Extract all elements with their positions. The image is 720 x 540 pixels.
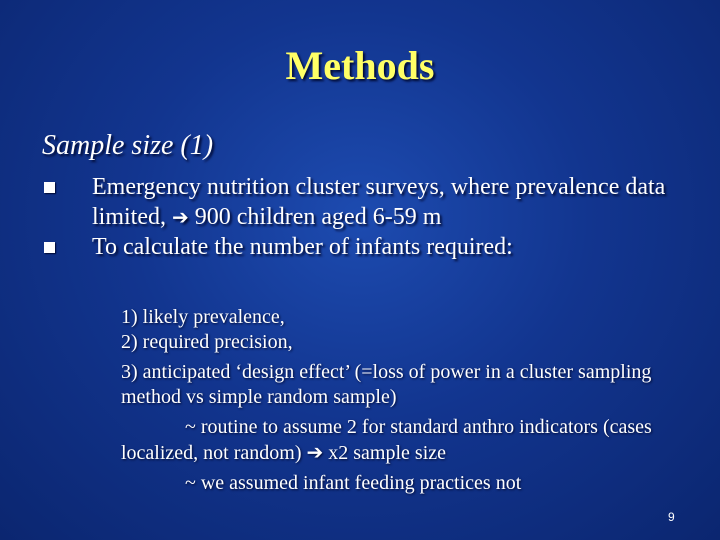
- note-anthro-text: ~ routine to assume 2 for standard anthro indicators (cases localized, not random): [121, 416, 652, 464]
- note-infant-feeding: [121, 471, 681, 496]
- slide-title: Methods: [285, 43, 435, 88]
- square-bullet-icon: [44, 182, 55, 193]
- sub-item-prevalence: 1) likely prevalence,: [121, 306, 285, 328]
- bullet-item-surveys: [42, 172, 682, 232]
- bullet-text: To calculate the number of infants required:: [92, 234, 513, 260]
- sub-item-design-effect: 3) anticipated ‘design effect’ (=loss of power in a cluster sampling method vs simple random sample): [121, 361, 652, 408]
- bullet-text: Emergency nutrition cluster surveys, where prevalence data limited,: [92, 174, 666, 230]
- sub-list: [121, 305, 681, 502]
- arrow-right-icon: ➔: [306, 439, 324, 464]
- square-bullet-icon: [44, 242, 55, 253]
- section-heading: Sample size (1): [42, 130, 214, 161]
- bullet-list: [42, 172, 682, 262]
- note-anthro-result: x2 sample size: [328, 441, 447, 464]
- note-infant-feeding-text: ~ we assumed infant feeding practices not: [185, 472, 522, 494]
- sub-item-precision: 2) required precision,: [121, 330, 293, 353]
- page-number: 9: [668, 510, 675, 524]
- bullet-text-continued: 900 children aged 6-59 m: [194, 204, 442, 230]
- arrow-right-icon: ➔: [172, 205, 189, 229]
- bullet-item-calculate: [42, 232, 682, 262]
- note-anthro: [121, 415, 681, 465]
